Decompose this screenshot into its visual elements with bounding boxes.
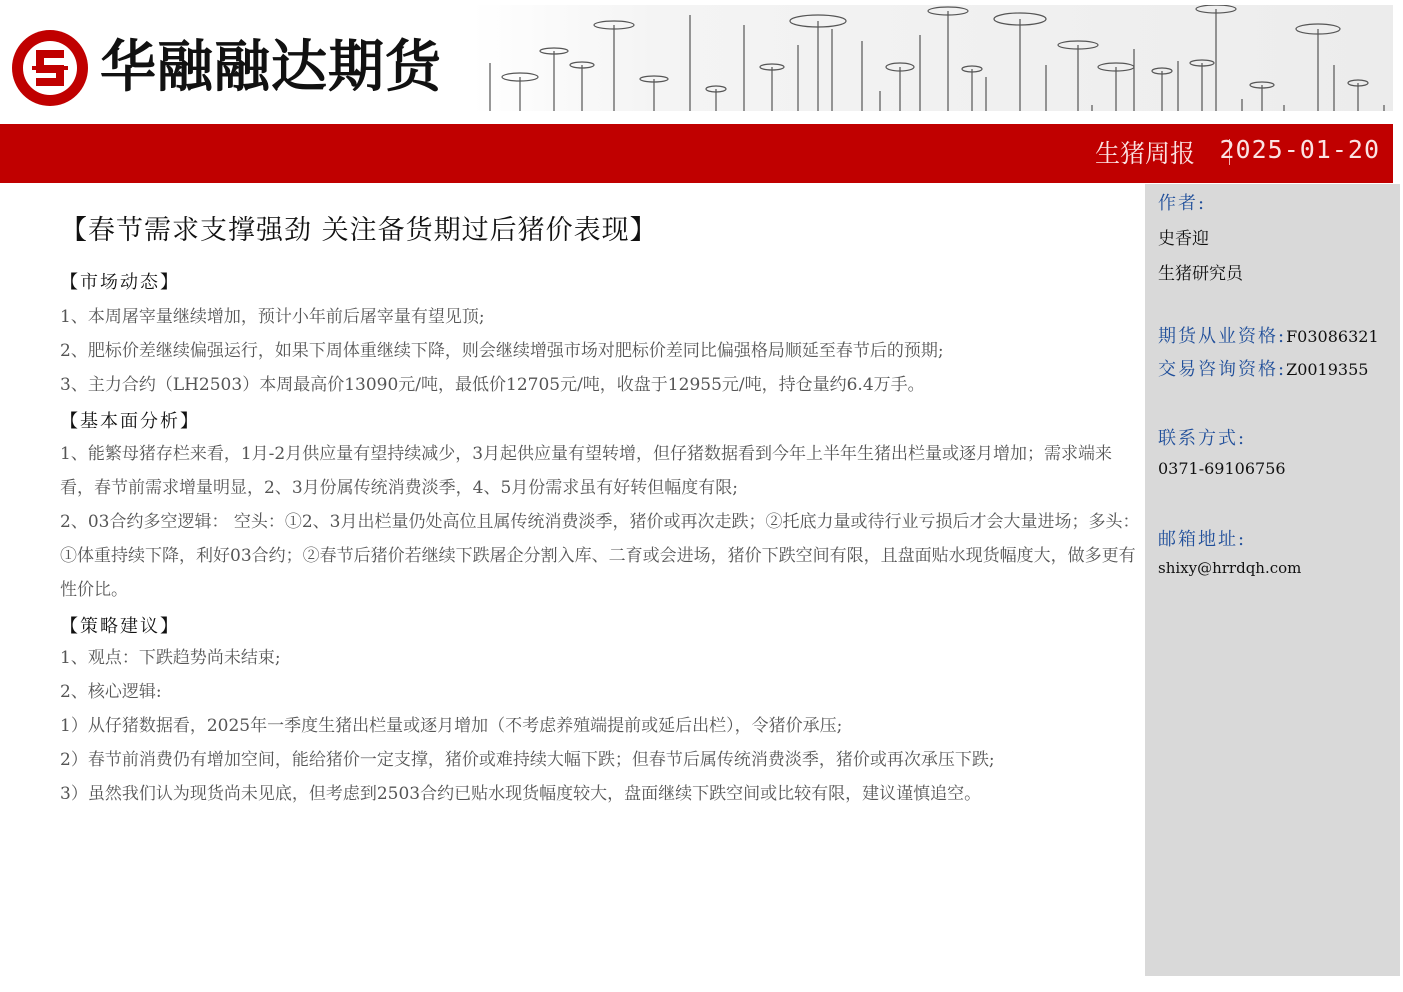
paragraph: 1、本周屠宰量继续增加，预计小年前后屠宰量有望见顶; [60,307,485,327]
report-title-bar [0,124,1393,183]
email-address: shixy@hrrdqh.com [1158,559,1302,577]
advisory-cert-value: Z0019355 [1286,360,1369,379]
author-label: 作者: [1158,193,1207,214]
futures-cert-label: 期货从业资格: [1158,326,1287,347]
contact-label: 联系方式: [1158,428,1247,449]
paragraph: 2、肥标价差继续偏强运行，如果下周体重继续下降，则会继续增强市场对肥标价差同比偏强格局顺延至春节后的预期; [60,341,944,361]
paragraph: 1、能繁母猪存栏来看，1月-2月供应量有望持续减少，3月起供应量有望转增，但仔猪数据看到今年上半年生猪出栏量或逐月增加；需求端来看，春节前需求增量明显，2、3月份属传统消费淡季，4、5月份需求虽有好转但幅度有限; [60,444,1113,498]
report-date: 2025-01-20 [1219,135,1380,164]
paragraph: 2、03合约多空逻辑： 空头：①2、3月出栏量仍处高位且属传统消费淡季，猪价或再次走跌；②托底力量或待行业亏损后才会大量进场；多头：①体重持续下降，利好03合约；②春节后猪价若继续下跌屠企分割入库、二育或会进场，猪价下跌空间有限，且盘面贴水现货幅度大，做多更有性价比。 [60,512,1140,600]
paragraph: 2、核心逻辑: [60,682,162,702]
advisory-cert-row [1158,355,1368,381]
contact-phone: 0371-69106756 [1158,459,1286,478]
brand-logo [10,26,460,110]
advisory-cert-label: 交易咨询资格: [1158,359,1287,380]
email-label: 邮箱地址: [1158,529,1247,550]
author-title: 生猪研究员 [1158,264,1243,284]
section-heading-market: 【市场动态】 [60,272,180,293]
author-name: 史香迎 [1158,229,1209,249]
paragraph: 1、观点：下跌趋势尚未结束; [60,648,281,668]
section-heading-fundamentals: 【基本面分析】 [60,411,200,432]
futures-cert-row [1158,322,1379,348]
report-type: 生猪周报 [1094,139,1195,168]
brand-name: 华融融达期货 [100,35,442,100]
report-headline: 【春节需求支撑强劲 关注备货期过后猪价表现】 [60,215,658,246]
hrrd-logo-icon [10,28,90,108]
futures-cert-value: F03086321 [1286,327,1379,346]
paragraph: 2）春节前消费仍有增加空间，能给猪价一定支撑，猪价或难持续大幅下跌；但春节后属传统消费淡季，猪价或再次承压下跌; [60,750,995,770]
author-sidebar [1145,184,1400,976]
section-heading-strategy: 【策略建议】 [60,616,180,637]
paragraph: 1）从仔猪数据看，2025年一季度生猪出栏量或逐月增加（不考虑养殖端提前或延后出栏），令猪价承压; [60,716,843,736]
header-banner-art [472,5,1393,111]
paragraph: 3、主力合约（LH2503）本周最高价13090元/吨，最低价12705元/吨，收盘于12955元/吨，持仓量约6.4万手。 [60,375,925,395]
paragraph: 3）虽然我们认为现货尚未见底，但考虑到2503合约已贴水现货幅度较大，盘面继续下跌空间或比较有限，建议谨慎追空。 [60,784,982,804]
